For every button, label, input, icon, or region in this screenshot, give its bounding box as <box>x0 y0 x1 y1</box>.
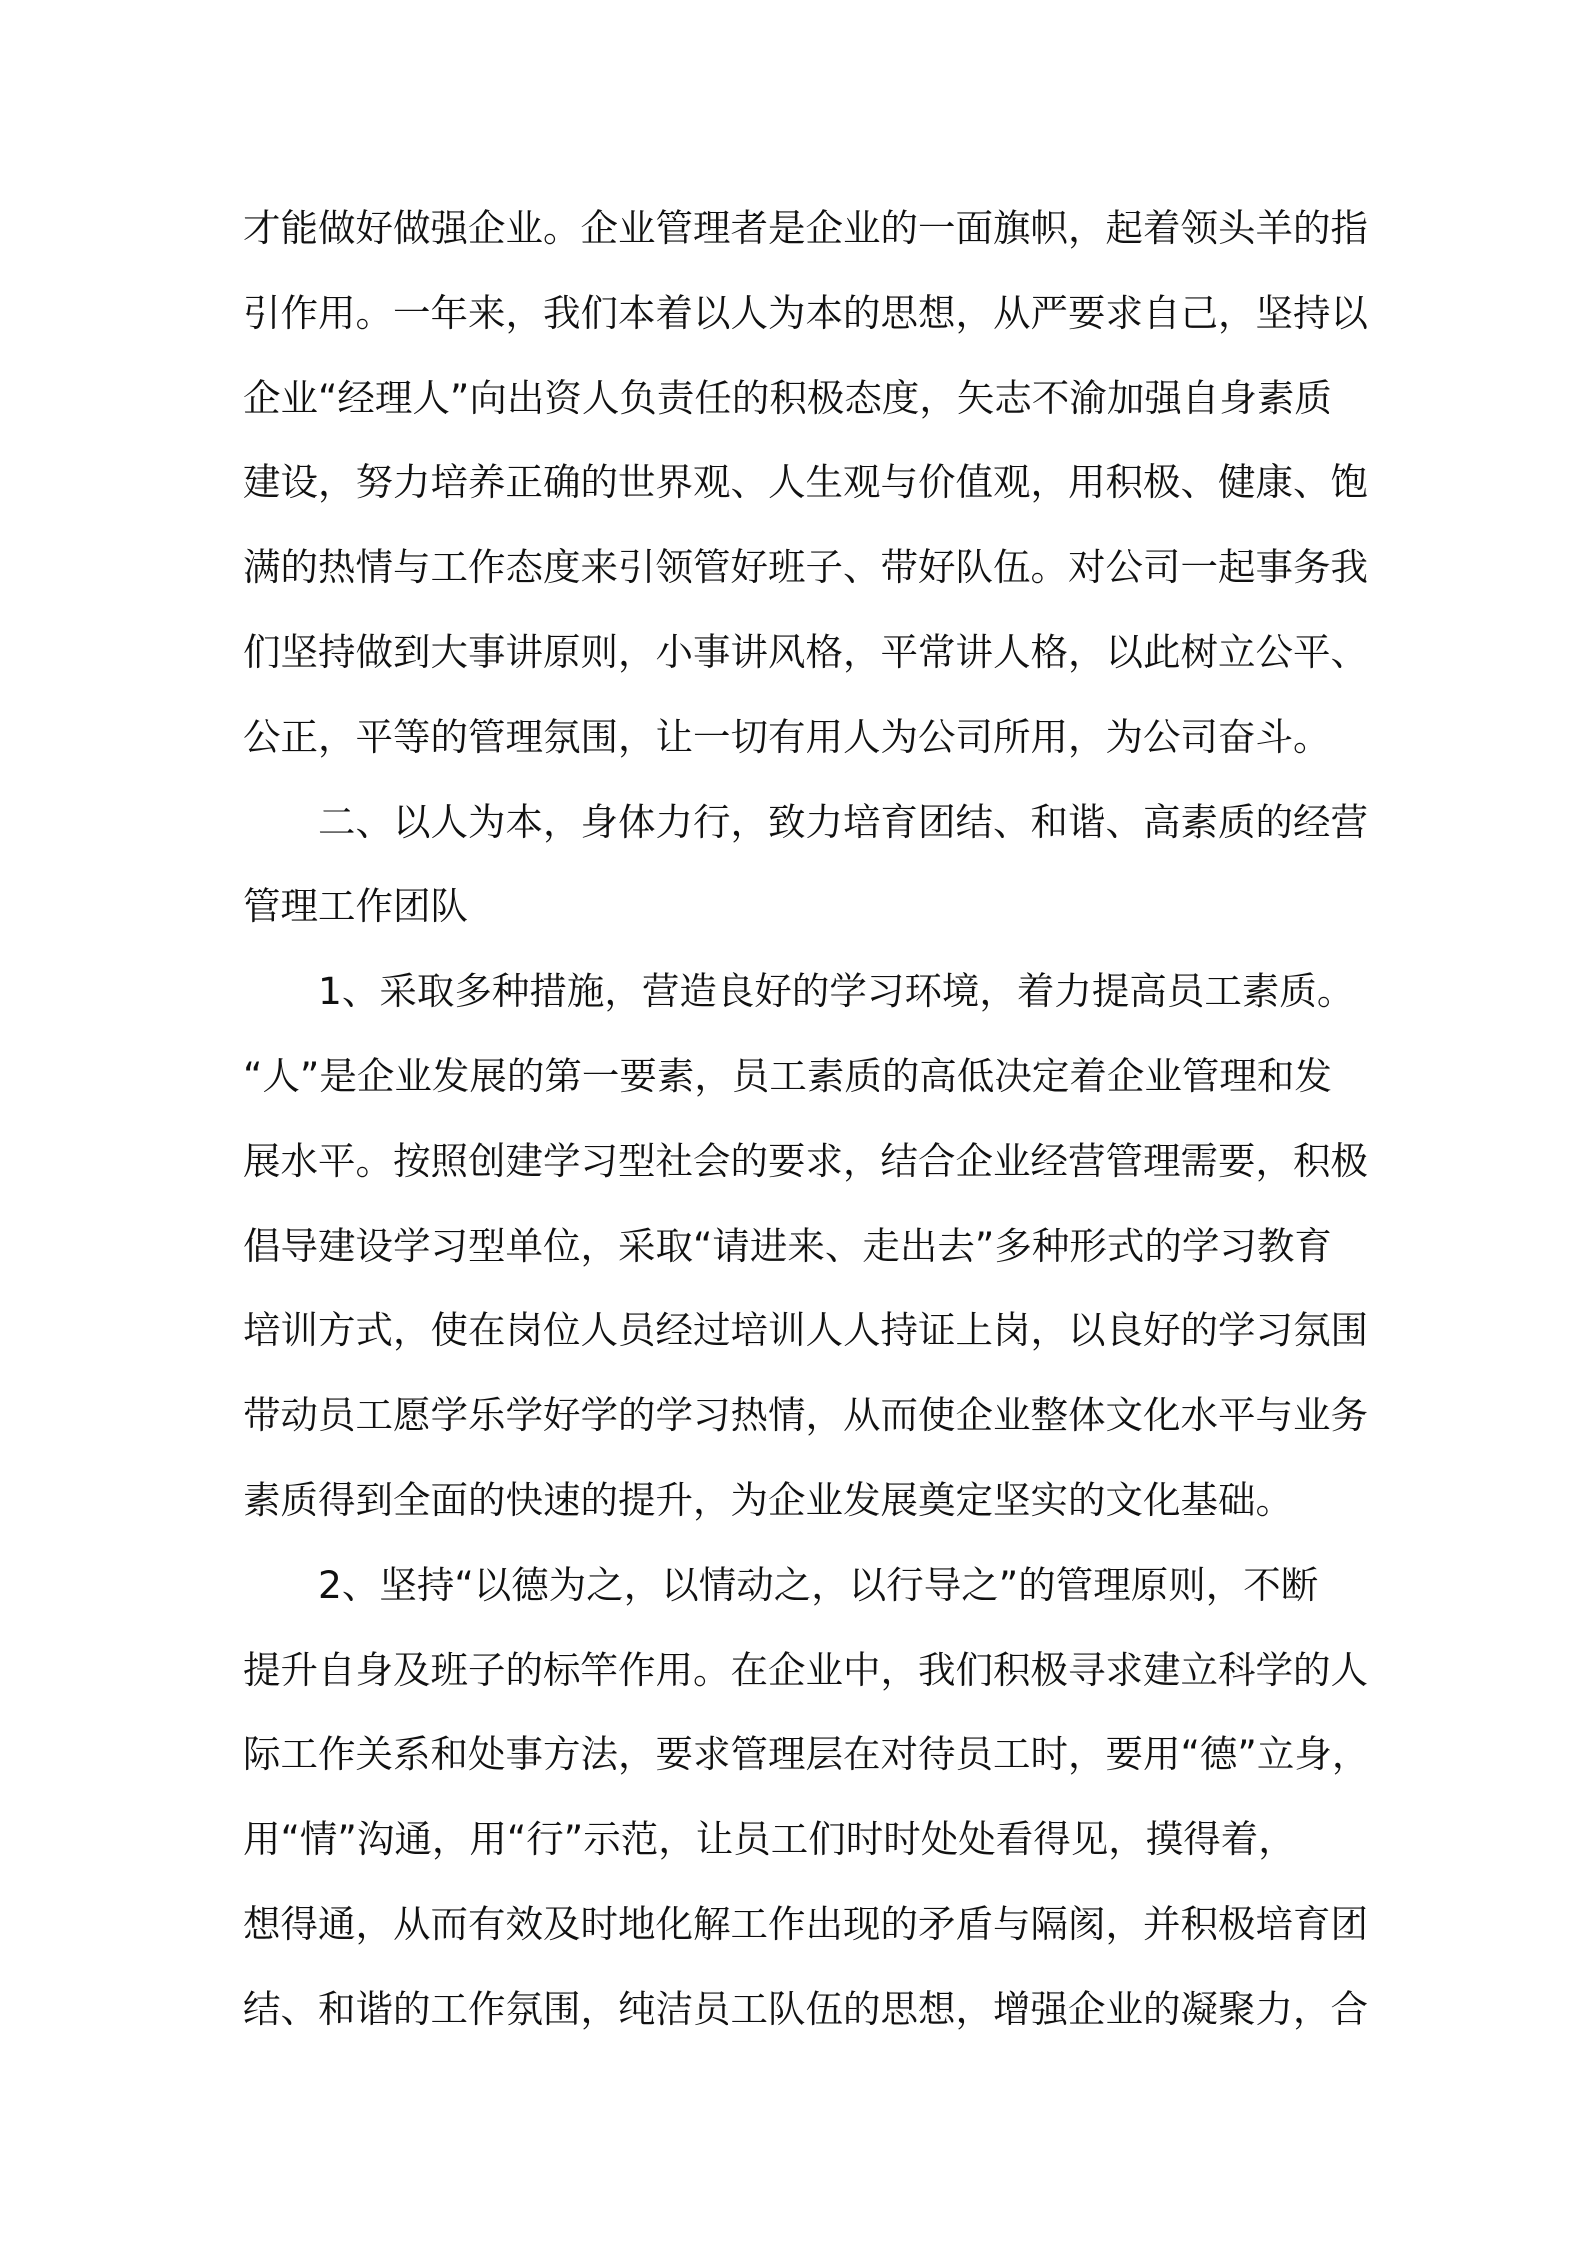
paragraph-3 <box>243 949 1368 1543</box>
text-line: 倡导建设学习型单位，采取“请进来、走出去”多种形式的学习教育 <box>243 1223 1332 1268</box>
text-line: 用“情”沟通，用“行”示范，让员工们时时处处看得见，摸得着， <box>243 1817 1296 1862</box>
paragraph-4 <box>243 1543 1370 2052</box>
text-line: 展水平。按照创建学习型社会的要求，结合企业经营管理需要，积极 <box>243 1138 1368 1183</box>
text-line: 满的热情与工作态度来引领管好班子、带好队伍。对公司一起事务我 <box>243 545 1368 590</box>
body-text <box>243 186 1370 2052</box>
section-heading-line: 管理工作团队 <box>243 884 468 929</box>
section-heading-line: 二、以人为本，身体力行，致力培育团结、和谐、高素质的经营 <box>318 799 1368 844</box>
text-line: 培训方式，使在岗位人员经过培训人人持证上岗，以良好的学习氛围 <box>243 1308 1368 1353</box>
paragraph-1 <box>243 186 1368 780</box>
text-line: 际工作关系和处事方法，要求管理层在对待员工时，要用“德”立身， <box>243 1732 1370 1777</box>
text-line: 素质得到全面的快速的提升，为企业发展奠定坚实的文化基础。 <box>243 1477 1293 1522</box>
text-line: 2、坚持“以德为之，以情动之，以行导之”的管理原则，不断 <box>318 1562 1319 1607</box>
text-line: 结、和谐的工作氛围，纯洁员工队伍的思想，增强企业的凝聚力，合 <box>243 1986 1368 2031</box>
text-line: “人”是企业发展的第一要素，员工素质的高低决定着企业管理和发 <box>243 1053 1332 1098</box>
text-line: 引作用。一年来，我们本着以人为本的思想，从严要求自己，坚持以 <box>243 290 1368 335</box>
text-line: 企业“经理人”向出资人负责任的积极态度，矢志不渝加强自身素质 <box>243 375 1332 420</box>
text-line: 1、采取多种措施，营造良好的学习环境，着力提高员工素质。 <box>318 969 1355 1014</box>
text-line: 们坚持做到大事讲原则，小事讲风格，平常讲人格，以此树立公平、 <box>243 629 1368 674</box>
text-line: 公正，平等的管理氛围，让一切有用人为公司所用，为公司奋斗。 <box>243 714 1331 759</box>
text-line: 提升自身及班子的标竿作用。在企业中，我们积极寻求建立科学的人 <box>243 1647 1368 1692</box>
text-line: 想得通，从而有效及时地化解工作出现的矛盾与隔阂，并积极培育团 <box>243 1901 1368 1946</box>
paragraph-2-heading <box>243 780 1368 950</box>
text-line: 带动员工愿学乐学好学的学习热情，从而使企业整体文化水平与业务 <box>243 1393 1368 1438</box>
text-line: 才能做好做强企业。企业管理者是企业的一面旗帜，起着领头羊的指 <box>243 206 1368 250</box>
text-line: 建设，努力培养正确的世界观、人生观与价值观，用积极、健康、饱 <box>243 460 1368 505</box>
